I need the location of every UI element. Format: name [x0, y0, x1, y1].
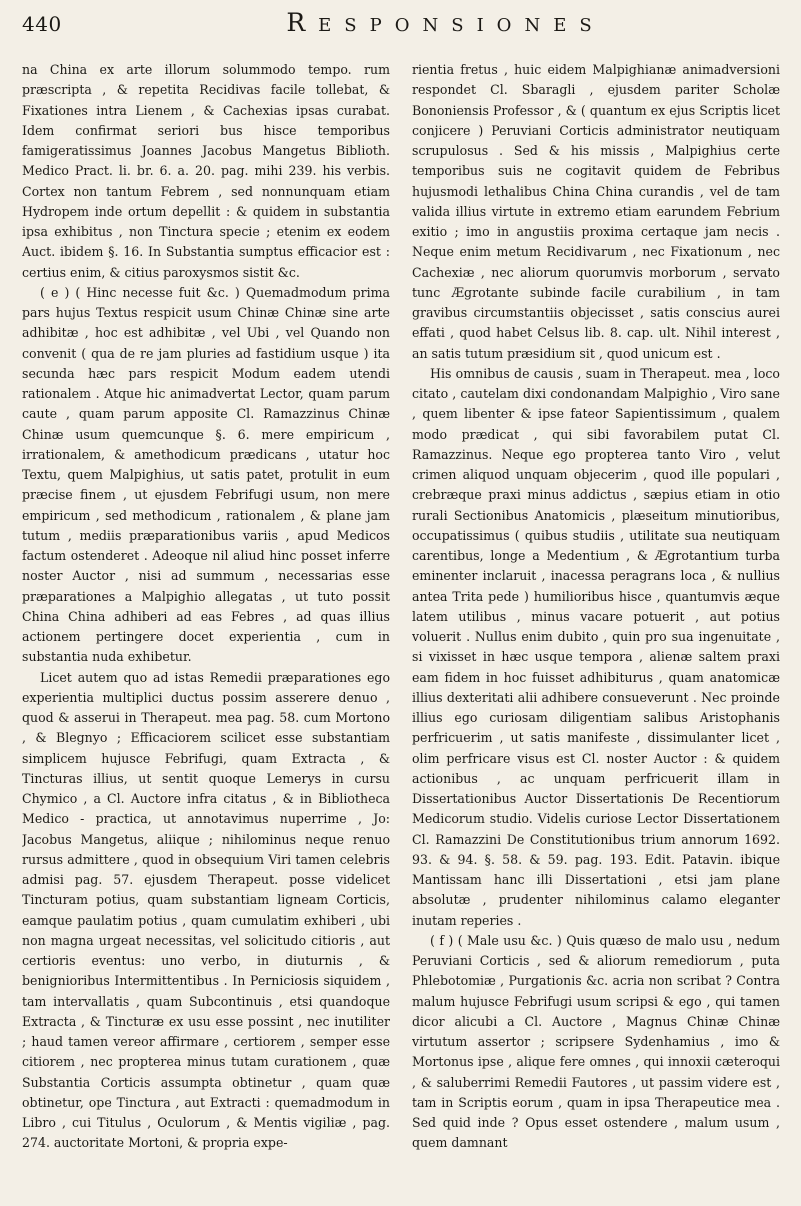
right-paragraph-2: His omnibus de causis , suam in Therapeut. mea , loco citato , cautelam dixi condonandam Malpighio , Viro sane , quem libenter & ipse fateor Sapientissimum , qualem modo prædicat , qui sibi favorabilem putat Cl. Ramazzinus. Neque ego propterea tanto Viro , velut crimen aliquod unquam objecerim , quod ille populari , crebræque praxi minus addictus , sæpius etiam in otio rurali Sectionibus Anatomicis , plæseitum minutioribus, occupatissimus ( quibus studiis , utilitate sua neutiquam carentibus, longe a Medentium , & Ægrotantium turba eminenter inclaruit , inacessa peragrans loca , & nullius antea Trita pede ) humilioribus hisce , quantumvis æque latem utilibus , minus vacare potuerit , aut potius voluerit . Nullus enim dubito , quin pro sua ingenuitate , si vixisset in hæc usque tempora , alienæ saltem praxi eam fidem in hoc fuisset adhibiturus , quam anatomicæ illius dexteritati alii adhibere consueverunt . Nec proinde illius ego curiosam diligentiam salibus Aristophanis perfricuerim , ut satis manifeste , dissimulanter licet , olim perfricare visus est Cl. noster Auctor : & quidem actionibus , ac unquam perfricuerit illam in Dissertationibus Auctor Dissertationis De Recentiorum Medicorum studio. Videlis curiose Lector Dissertationem Cl. Ramazzini De Constitutionibus trium annorum 1692. 93. & 94. §. 58. & 59. pag. 193. Edit. Patavin. ibique Mantissam hanc illi Dissertationi , etsi jam plane absolutæ , prudenter nihilominus calamo eleganter inutam reperies . [412, 365, 780, 928]
left-paragraph-3: Licet autem quo ad istas Remedii præparationes ego experientia multiplici ductus possim asserere denuo , quod & asserui in Therapeut. mea pag. 58. cum Mortono , & Blegnyo ; Efficaciorem scilicet esse substantiam simplicem hujusce Febrifugi, quam Extracta , & Tincturas illius, ut sentit quoque Lemerys in cursu Chymico , a Cl. Auctore infra citatus , & in Bibliotheca Medico - practica, ut annotavimus nuperrime , Jo: Jacobus Mangetus, aliique ; nihilominus neque renuo rursus admittere , quod in obsequium Viri tamen celebris admisi pag. 57. ejusdem Therapeut. posse videlicet Tincturam potius, quam substantiam ligneam Corticis, eamque paulatim potius , quam cumulatim exhiberi , ubi non magna urgeat necessitas, vel solicitudo citioris , aut certioris eventus: uno verbo, in diuturnis , & benignioribus Intermittentibus . In Perniciosis siquidem , tam intervallatis , quam Subcontinuis , etsi quandoque Extracta , & Tincturæ ex usu esse possint , nec inutiliter ; haud tamen vereor affirmare , certiorem , semper esse citiorem , nec propterea minus tutam curationem , quæ Substantia Corticis assumpta obtinetur , quam quæ obtinetur, ope Tinctura , aut Extracti : quemadmodum in Libro , cui Titulus , Oculorum , & Mentis vigiliæ , pag. 274. auctoritate Mortoni, & propria expe- [22, 669, 390, 1151]
running-head [22, 8, 779, 42]
right-paragraph-1: rientia fretus , huic eidem Malpighianæ animadversioni respondet Cl. Sbaragli , ejusdem pariter Scholæ Bononiensis Professor , & ( quantum ex ejus Scriptis licet conjicere ) Peruviani Corticis administrator neutiquam scrupulosus . Sed & his missis , Malpighius certe temporibus suis ne cogitavit quidem de Febribus hujusmodi lethalibus China China curandis , vel de tam valida illius virtute in extremo etiam earundem Febrium exitio ; imo in angustiis proxima certaque jam necis . Neque enim metum Recidivarum , nec Fixationum , nec Cachexiæ , nec aliorum quorumvis morborum , servato tunc Ægrotante subinde facile curabilium , in tam gravibus circumstantiis objecisset , satis conscius aurei effati , quod habet Celsus lib. 8. cap. ult. Nihil interest , an satis tutum præsidium sit , quod unicum est . [412, 62, 780, 361]
text-columns [22, 60, 780, 1196]
left-column [22, 60, 390, 1196]
left-paragraph-1: na China ex arte illorum solummodo tempo. rum præscripta , & repetita Recidivas facile tollebat, & Fixationes intra Lienem , & Cachexias ipsas curabat. Idem confirmat seriori bus hisce temporibus famigeratissimus Joannes Jacobus Mangetus Biblioth. Medico Pract. li. br. 6. a. 20. pag. mihi 239. his verbis. Cortex non tantum Febrem , sed nonnunquam etiam Hydropem inde ortum depellit : & quidem in substantia ipsa exhibitus , non Tinctura specie ; etenim ex eodem Auct. ibidem §. 16. In Substantia sumptus efficacior est : certius enim, & citius paroxysmos sistit &c. [22, 62, 390, 280]
right-paragraph-3: ( f ) ( Male usu &c. ) Quis quæso de malo usu , nedum Peruviani Corticis , sed & aliorum remediorum , puta Phlebotomiæ , Purgationis &c. acria non scribat ? Contra malum hujusce Febrifugi usum scripsi & ego , qui tamen dicor alicubi a Cl. Auctore , Magnus Chinæ Chinæ virtutum assertor ; scripsere Sydenhamius , imo & Mortonus ipse , alique fere omnes , qui innoxii cæteroqui , & saluberrimi Remedii Fautores , ut passim videre est , tam in Scriptis eorum , quam in ipsa Therapeutice mea . Sed quid inde ? Opus esset ostendere , malum usum , quem damnant [412, 932, 780, 1151]
running-title: Responsiones [286, 8, 605, 37]
page-number: 440 [22, 12, 62, 36]
right-column [412, 60, 780, 1196]
left-paragraph-2: ( e ) ( Hinc necesse fuit &c. ) Quemadmodum prima pars hujus Textus respicit usum Chinæ Chinæ sine arte adhibitæ , hoc est adhibitæ , vel Ubi , vel Quando non convenit ( qua de re jam pluries ad fastidium usque ) ita secunda hæc pars respicit Modum eadem utendi rationalem . Atque hic animadvertat Lector, quam parum caute , quam parum apposite Cl. Ramazzinus Chinæ Chinæ usum quemcunque §. 6. mere empiricum , irrationalem, & amethodicum prædicans , utatur hoc Textu, quem Malpighius, ut satis patet, protulit in eum præcise finem , ut ejusdem Febrifugi usum, non mere empiricum , sed methodicum , rationalem , & plane jam tutum , mediis præparationibus variis , apud Medicos factum ostenderet . Adeoque nil aliud hinc posset inferre noster Auctor , nisi ad summum , necessarias esse præparationes a Malpighio allegatas , ut tuto possit China China adhiberi ad eas Febres , ad quas illius actionem pertingere docet experientia , cum in substantia nuda exhibetur. [22, 284, 390, 665]
